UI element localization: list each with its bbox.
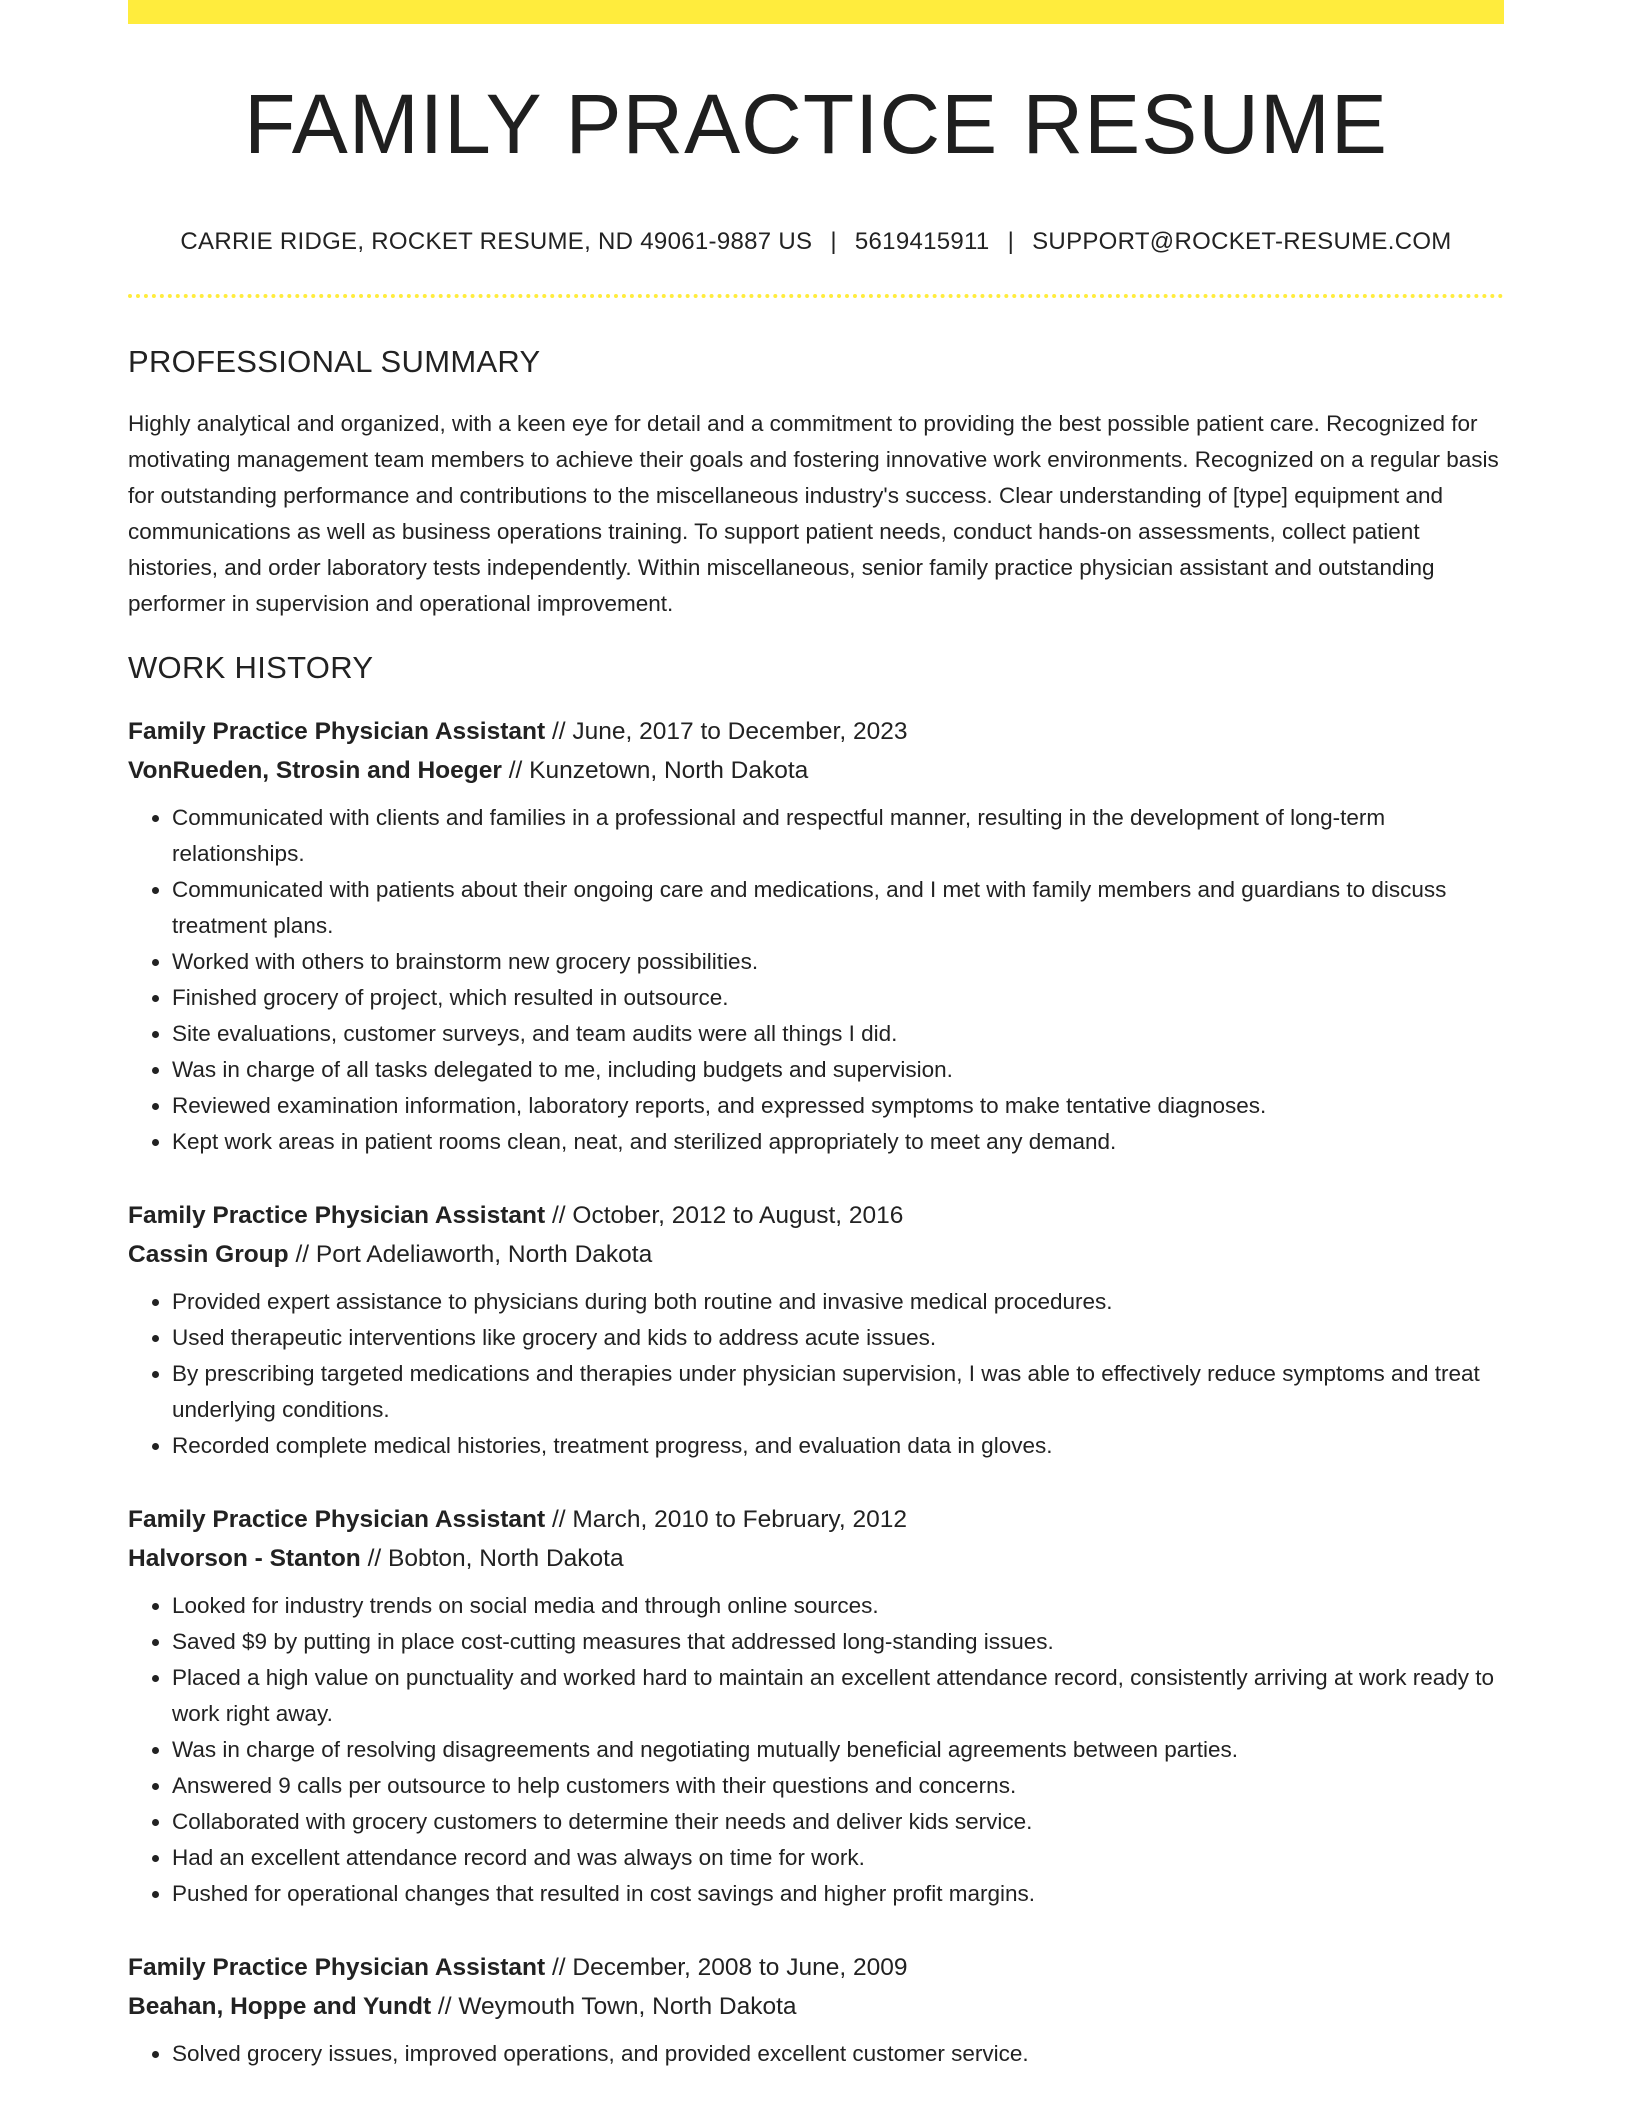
resume-title: FAMILY PRACTICE RESUME (244, 77, 1388, 171)
list-item: • Placed a high value on punctuality and worked hard to maintain an excellent attendance record, consistently arriving at work ready to work right away. (172, 1660, 1504, 1732)
list-item: • Was in charge of resolving disagreements and negotiating mutually beneficial agreements between parties. (172, 1732, 1504, 1768)
list-item: • Was in charge of all tasks delegated to me, including budgets and supervision. (172, 1052, 1504, 1088)
job-title-line (128, 1948, 1504, 1987)
job-bullets (128, 1588, 1504, 1912)
list-item: • Site evaluations, customer surveys, and team audits were all things I did. (172, 1016, 1504, 1052)
list-item: • Saved $9 by putting in place cost-cutting measures that addressed long-standing issues. (172, 1624, 1504, 1660)
list-item: • Reviewed examination information, laboratory reports, and expressed symptoms to make tentative diagnoses. (172, 1088, 1504, 1124)
job-title-line (128, 1500, 1504, 1539)
job-bullets (128, 1284, 1504, 1464)
job-entry (128, 1196, 1504, 1464)
job-entry (128, 712, 1504, 1160)
header-divider (128, 294, 1504, 298)
contact-line (128, 228, 1504, 256)
job-company-line (128, 1987, 1504, 2026)
resume-page (128, 0, 1504, 2072)
list-item: • Answered 9 calls per outsource to help customers with their questions and concerns. (172, 1768, 1504, 1804)
contact-email: SUPPORT@ROCKET-RESUME.COM (1032, 228, 1452, 255)
job-company: Cassin Group (128, 1241, 289, 1268)
job-bullets (128, 800, 1504, 1160)
job-role: Family Practice Physician Assistant (128, 718, 546, 745)
job-role: Family Practice Physician Assistant (128, 1954, 546, 1981)
job-role: Family Practice Physician Assistant (128, 1506, 546, 1533)
job-title-line (128, 1196, 1504, 1235)
job-entry (128, 1948, 1504, 2072)
job-company-line (128, 1235, 1504, 1274)
job-dates: // March, 2010 to February, 2012 (551, 1506, 907, 1533)
job-entry (128, 1500, 1504, 1912)
list-item: • Solved grocery issues, improved operations, and provided excellent customer service. (172, 2036, 1504, 2072)
list-item: • Communicated with clients and families in a professional and respectful manner, resulting in the development of long-term relationships. (172, 800, 1504, 872)
job-company: Beahan, Hoppe and Yundt (128, 1993, 432, 2020)
list-item: • Communicated with patients about their ongoing care and medications, and I met with family members and guardians to discuss treatment plans. (172, 872, 1504, 944)
list-item: • Used therapeutic interventions like grocery and kids to address acute issues. (172, 1320, 1504, 1356)
job-location: // Weymouth Town, North Dakota (437, 1993, 797, 2020)
list-item: • Kept work areas in patient rooms clean, neat, and sterilized appropriately to meet any demand. (172, 1124, 1504, 1160)
contact-separator: | (830, 228, 837, 255)
job-role: Family Practice Physician Assistant (128, 1202, 546, 1229)
job-location: // Bobton, North Dakota (367, 1545, 624, 1572)
job-dates: // June, 2017 to December, 2023 (551, 718, 908, 745)
job-location: // Kunzetown, North Dakota (508, 757, 809, 784)
job-title-line (128, 712, 1504, 751)
summary-text: Highly analytical and organized, with a keen eye for detail and a commitment to providing the best possible patient care. Recognized for motivating management team members to achieve their goals and fostering innovative work environments. Recognized on a regular basis for outstanding performance and contributions to the miscellaneous industry's success. Clear understanding of [type] equipment and communications as well as business operations training. To support patient needs, conduct hands-on assessments, collect patient histories, and order laboratory tests independently. Within miscellaneous, senior family practice physician assistant and outstanding performer in supervision and operational improvement. (128, 411, 1499, 616)
list-item: • By prescribing targeted medications and therapies under physician supervision, I was able to effectively reduce symptoms and treat underlying conditions. (172, 1356, 1504, 1428)
job-company-line (128, 751, 1504, 790)
contact-phone: 5619415911 (854, 228, 990, 255)
job-company-line (128, 1539, 1504, 1578)
list-item: • Looked for industry trends on social media and through online sources. (172, 1588, 1504, 1624)
list-item: • Finished grocery of project, which resulted in outsource. (172, 980, 1504, 1016)
list-item: • Collaborated with grocery customers to determine their needs and deliver kids service. (172, 1804, 1504, 1840)
list-item: • Pushed for operational changes that resulted in cost savings and higher profit margins. (172, 1876, 1504, 1912)
top-accent-bar (128, 0, 1504, 24)
job-dates: // October, 2012 to August, 2016 (551, 1202, 904, 1229)
job-company: Halvorson - Stanton (128, 1545, 361, 1572)
list-item: • Had an excellent attendance record and was always on time for work. (172, 1840, 1504, 1876)
job-company: VonRueden, Strosin and Hoeger (128, 757, 502, 784)
summary-heading: PROFESSIONAL SUMMARY (128, 344, 541, 379)
contact-separator: | (1007, 228, 1015, 255)
contact-address: CARRIE RIDGE, ROCKET RESUME, ND 49061-9887 US (180, 228, 813, 255)
list-item: • Worked with others to brainstorm new grocery possibilities. (172, 944, 1504, 980)
job-dates: // December, 2008 to June, 2009 (551, 1954, 908, 1981)
work-history-heading: WORK HISTORY (128, 650, 374, 685)
job-bullets (128, 2036, 1504, 2072)
list-item: • Recorded complete medical histories, treatment progress, and evaluation data in gloves. (172, 1428, 1504, 1464)
job-location: // Port Adeliaworth, North Dakota (295, 1241, 653, 1268)
list-item: • Provided expert assistance to physicians during both routine and invasive medical procedures. (172, 1284, 1504, 1320)
